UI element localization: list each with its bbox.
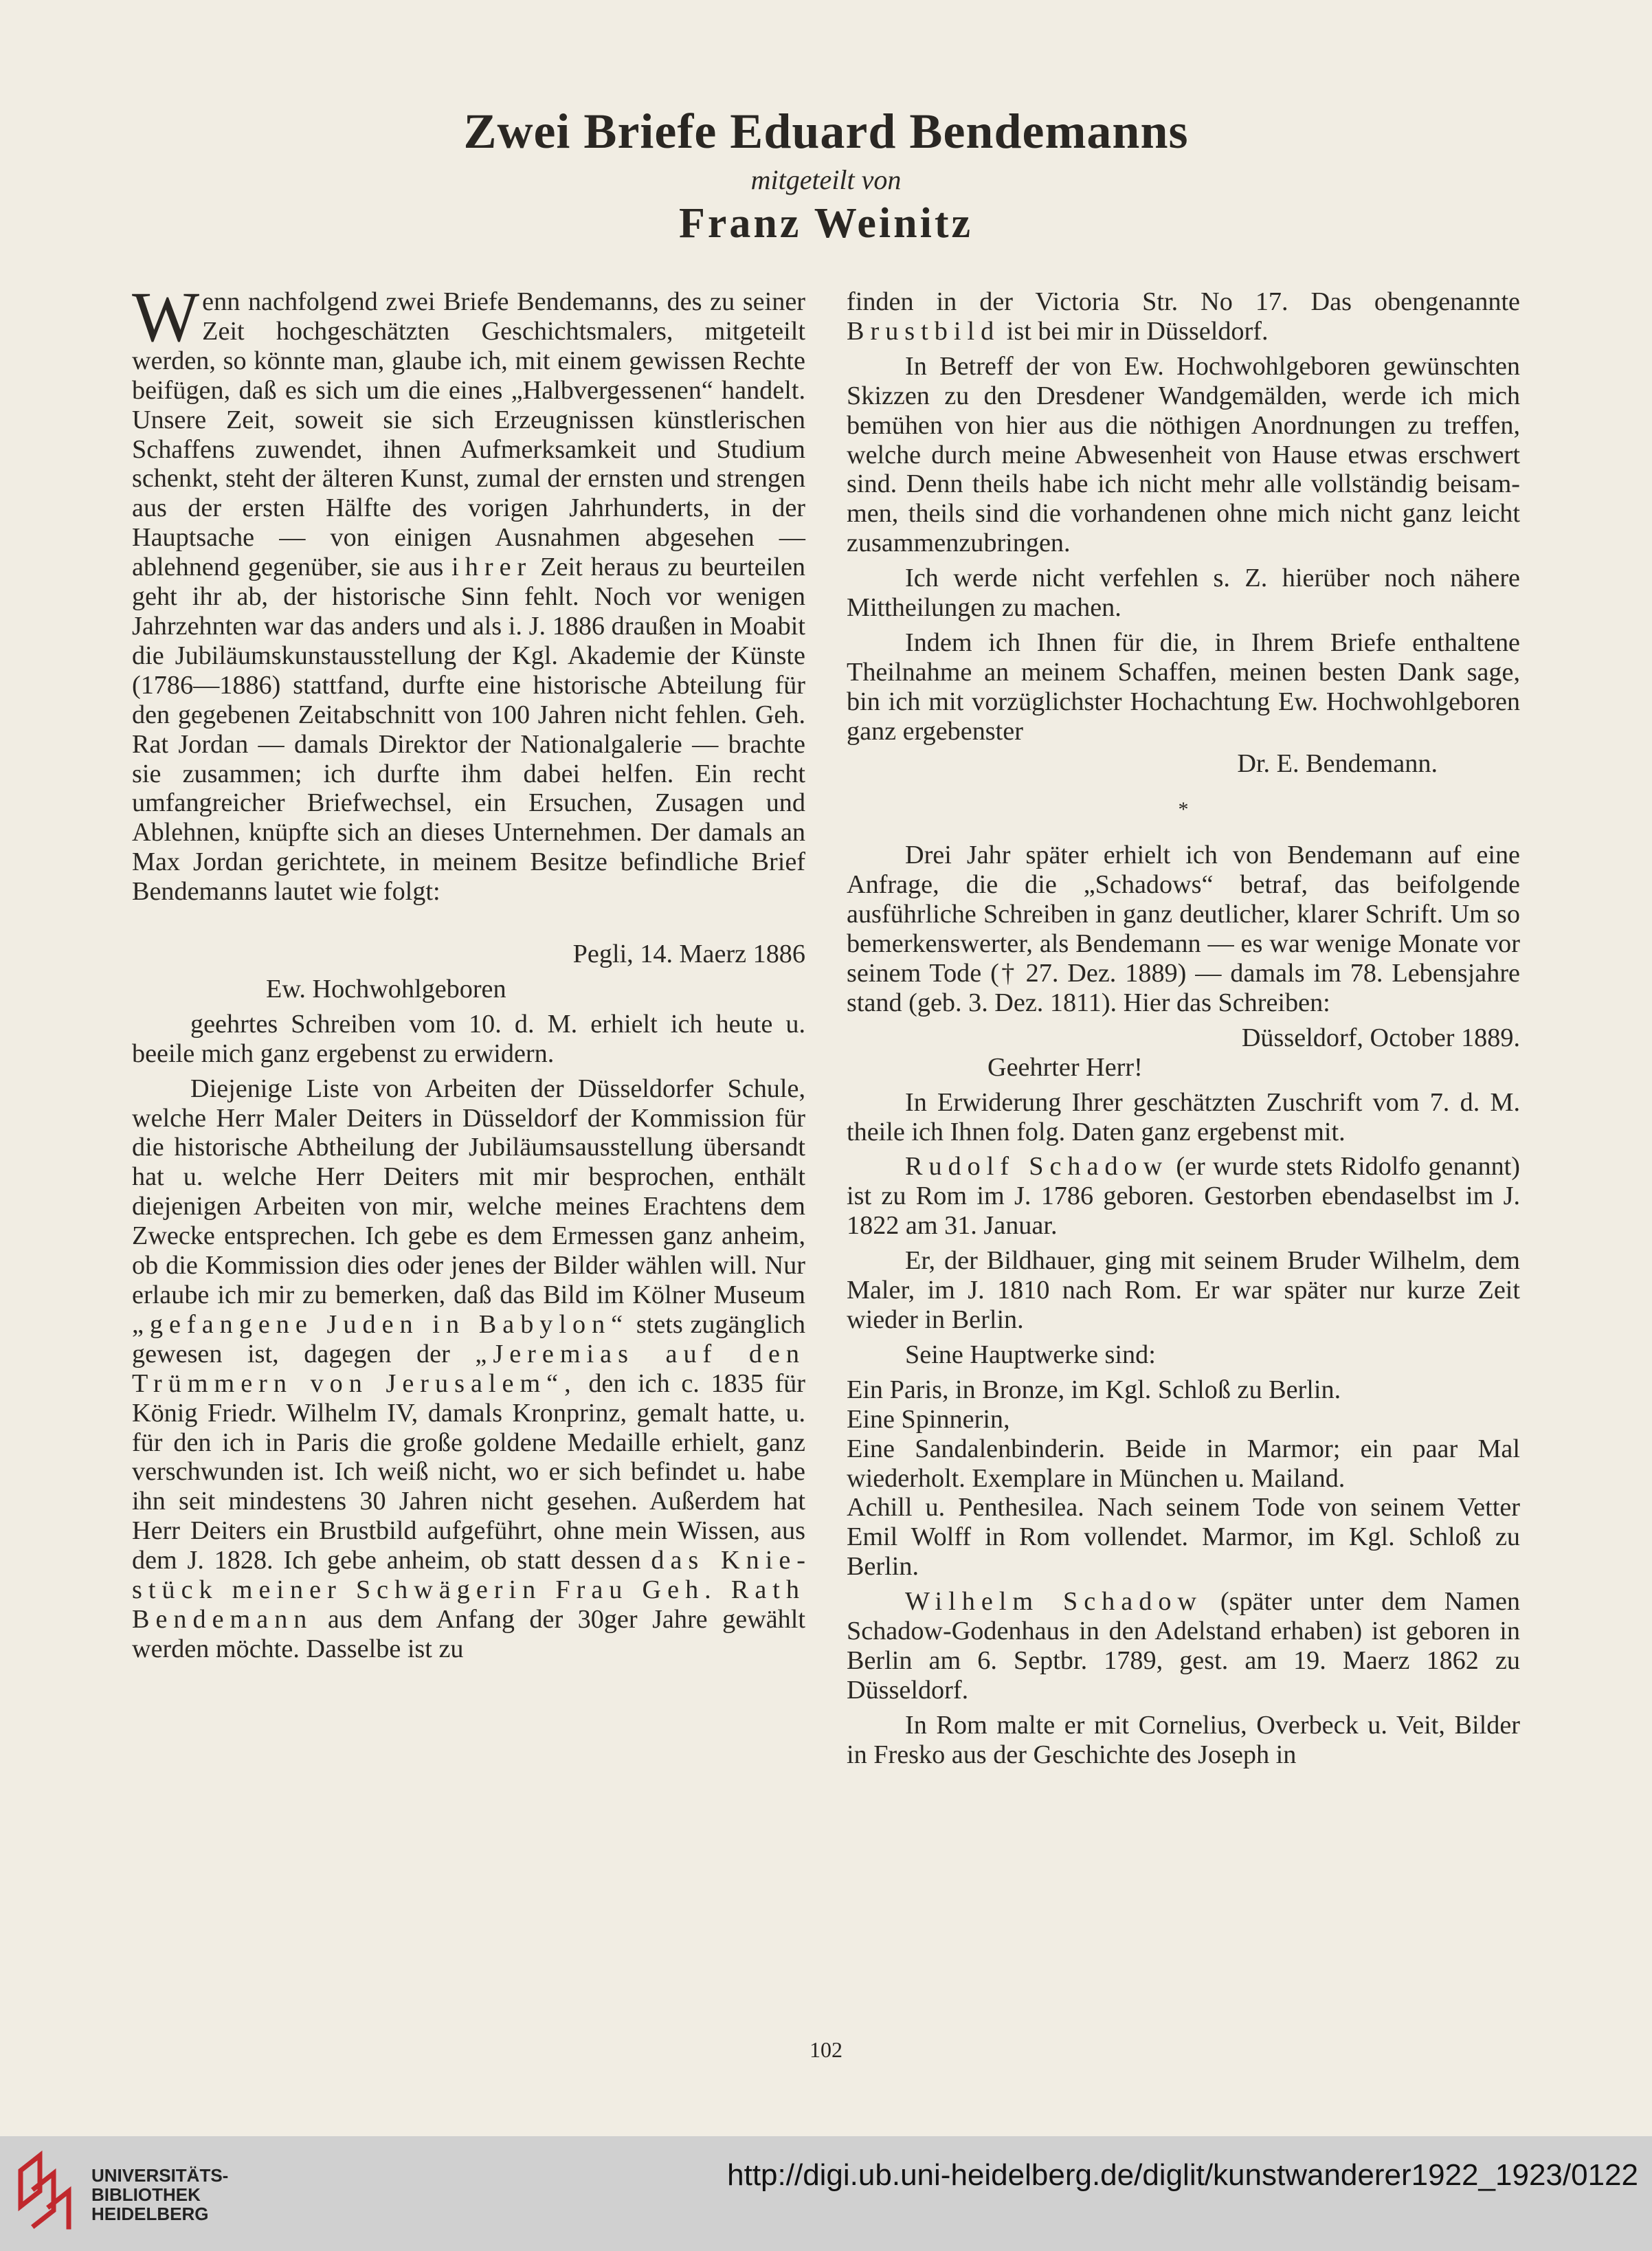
letter2-paragraph: Wilhelm Schadow (später unter dem Namen Schadow-Godenhaus in den Adelstand erhaben) ist geboren in Berlin am 6. Septbr. 1789, gest. am 19. Maerz 1862 zu Düsseldorf.: [847, 1587, 1520, 1705]
spaced-text: das Kniestück meiner Schwägerin Frau Geh. Rath Bendemann: [132, 1546, 805, 1634]
letter1-paragraph: Diejenige Liste von Arbeiten der Düsseldorfer Schule, welche Herr Maler Deiters in Düsseldorf der Kommission für die historische Abtheilung der Jubiläumsausstellung übersandt hat u. welche Herr Deiters mit mir besprochen, enthält diejenigen Arbeiten von mir, welche meines Erachtens dem Zwecke entsprechen. Ich gebe es dem Ermessen ganz anheim, ob die Kommission dies oder jenes der Bilder wählen will. Nur erlaube ich mir zu bemerken, daß das Bild im Kölner Museum „gefangene Juden in Babylon“ stets zugänglich gewesen ist, dagegen der „Jeremias auf den Trümmern von Jerusalem“, den ich c. 1835 für König Friedr. Wilhelm IV, damals Kronprinz, gemalt hatte, u. für den ich in Paris die große goldene Medaille erhielt, ganz verschwunden ist. Ich weiß nicht, wo er sich befindet u. habe ihn seit mindestens 30 Jahren nicht gesehen. Außerdem hat Herr Deiters ein Brustbild aufgeführt, ohne mein Wissen, aus dem J. 1828. Ich gebe anheim, ob statt dessen das Kniestück meiner Schwägerin Frau Geh. Rath Bendemann aus dem Anfang der 30ger Jahre gewählt werden möchte. Dasselbe ist zu: [132, 1074, 805, 1663]
spaced-text: „gefangene Juden in Babylon“: [132, 1309, 629, 1339]
letter2-paragraph: In Erwiderung Ihrer geschätzten Zuschrift vom 7. d. M. theile ich Ihnen folg. Daten ganz ergebenst mit.: [847, 1087, 1520, 1146]
letter2-dateline: Düsseldorf, October 1889.: [1241, 1023, 1520, 1052]
drop-cap: W: [132, 278, 200, 357]
article-author: Franz Weinitz: [679, 200, 973, 247]
letter1-paragraph: Ich werde nicht verfehlen s. Z. hierüber noch nähere Mittheilungen zu machen.: [847, 564, 1520, 623]
works-list-item: Ein Paris, in Bronze, im Kgl. Schloß zu Berlin.: [847, 1375, 1341, 1404]
library-name: UNIVERSITÄTS- BIBLIOTHEK HEIDELBERG: [91, 2165, 229, 2224]
works-list-item: Eine Sandalenbinderin. Beide in Marmor; ein paar Mal wiederholt. Exemplare in München u. Mailand.: [847, 1434, 1520, 1493]
letter1-paragraph: Indem ich Ihnen für die, in Ihrem Briefe enthaltene Theilnahme an meinem Schaffen, meinen besten Dank sage, bin ich mit vorzüglichster Hochachtung Ew. Hochwohlgeboren ganz ergebenster: [847, 628, 1520, 746]
footer-bar: [0, 2136, 1652, 2251]
letter2-paragraph: Seine Hauptwerke sind:: [905, 1340, 1156, 1369]
library-logo-icon: [14, 2150, 82, 2238]
letter2-paragraph: In Rom malte er mit Cornelius, Overbeck u. Veit, Bilder in Fresko aus der Geschichte des Joseph in: [847, 1710, 1520, 1769]
letter1-signature: Dr. E. Bendemann.: [1237, 749, 1438, 778]
letter1-dateline: Pegli, 14. Maerz 1886: [572, 940, 805, 969]
page-number: 102: [810, 2037, 842, 2062]
letter1-paragraph: geehrtes Schreiben vom 10. d. M. erhielt ich heute u. beeile mich ganz ergebenst zu erwidern.: [132, 1009, 805, 1068]
spaced-text: Brustbild: [847, 316, 1001, 346]
letter1-paragraph: finden in der Victoria Str. No 17. Das obengenannte Brustbild ist bei mir in Düsseldorf.: [847, 287, 1520, 346]
spaced-text: ihrer: [451, 553, 533, 582]
article-title: Zwei Briefe Eduard Bendemanns: [463, 104, 1189, 159]
intro-paragraph: Wenn nachfolgend zwei Briefe Bendemanns, des zu seiner Zeit hochgeschätzten Geschichtsmalers, mitgeteilt werden, so könnte man, glaube ich, mit einem gewissen Rechte beifügen, daß es sich um die eines „Halbvergessenen“ handelt. Unsere Zeit, soweit sie sich Erzeugnissen künstlerischen Schaffens zuwendet, ihnen Aufmerksamkeit und Studium schenkt, steht der älteren Kunst, zumal der ernsten und strengen aus der ersten Hälfte des vorigen Jahrhunderts, in der Hauptsache — von einigen Ausnahmen abgesehen — ablehnend gegenüber, sie aus ihrer Zeit heraus zu beurteilen geht ihr ab, der historische Sinn fehlt. Noch vor wenigen Jahrzehnten war das anders und als i. J. 1886 draußen in Moabit die Jubiläumskunstausstellung der Kgl. Akademie der Künste (1786—1886) stattfand, durfte eine historische Abteilung für den gegebenen Zeitabschnitt von 100 Jahren nicht fehlen. Geh. Rat Jordan — damals Direktor der Nationalgalerie — brachte sie zusammen; ich durfte ihm dabei helfen. Ein recht umfangreicher Briefwechsel, ein Ersuchen, Zusagen und Ablehnen, knüpfte sich an dieses Unternehmen. Der damals an Max Jordan gerichtete, in meinem Besitze befindliche Brief Bendemanns lautet wie folgt:: [132, 278, 806, 907]
spaced-text: „Jeremias auf den Trümmern von Jerusalem“,: [132, 1339, 805, 1398]
letter2-paragraph: Er, der Bildhauer, ging mit seinem Bruder Wilhelm, dem Maler, im J. 1810 nach Rom. Er war später nur kurze Zeit wieder in Berlin.: [847, 1246, 1520, 1334]
letter1-salutation: Ew. Hochwohlgeboren: [266, 974, 506, 1003]
right-column: [847, 287, 1520, 1770]
article-subtitle: mitgeteilt von: [750, 164, 902, 195]
intro-paragraph: Drei Jahr später erhielt ich von Bendemann auf eine Anfrage, die die „Schadows“ betraf, das beifolgende ausführliche Schreiben in ganz deutlicher, klarer Schrift. Um so bemerkenswerter, als Bendemann — es war wenige Monate vor seinem Tode († 27. Dez. 1889) — damals im 78. Lebensjahre stand (geb. 3. Dez. 1811). Hier das Schreiben:: [847, 841, 1520, 1017]
spaced-text: Rudolf Schadow: [905, 1152, 1169, 1182]
letter2-salutation: Geehrter Herr!: [987, 1052, 1143, 1082]
letter1-paragraph: In Betreff der von Ew. Hochwohlgeboren gewünschten Skizzen zu den Dresdener Wandgemälden, werde ich mich bemühen von hier aus die nöthigen Anordnungen zu treffen, welche durch meine Abwesenheit von Hause etwas erschwert sind. Denn theils habe ich nicht mehr alle vollständig beisammen, theils sind die vorhandenen ohne mich nicht ganz leicht zusammenzubringen.: [847, 351, 1520, 558]
works-list-item: Achill u. Penthesilea. Nach seinem Tode von seinem Vetter Emil Wolff in Rom vollendet. Marmor, im Kgl. Schloß zu Berlin.: [847, 1493, 1520, 1582]
letter2-paragraph: Rudolf Schadow (er wurde stets Ridolfo genannt) ist zu Rom im J. 1786 geboren. Gestorben ebendaselbst im J. 1822 am 31. Januar.: [847, 1152, 1520, 1241]
works-list-item: Eine Spinnerin,: [847, 1404, 1010, 1434]
spaced-text: Wilhelm Schadow: [905, 1587, 1203, 1617]
section-separator: *: [1178, 797, 1189, 821]
left-column: [132, 278, 806, 1664]
permalink-url[interactable]: http://digi.ub.uni-heidelberg.de/diglit/kunstwanderer1922_1923/0122: [727, 2158, 1638, 2192]
